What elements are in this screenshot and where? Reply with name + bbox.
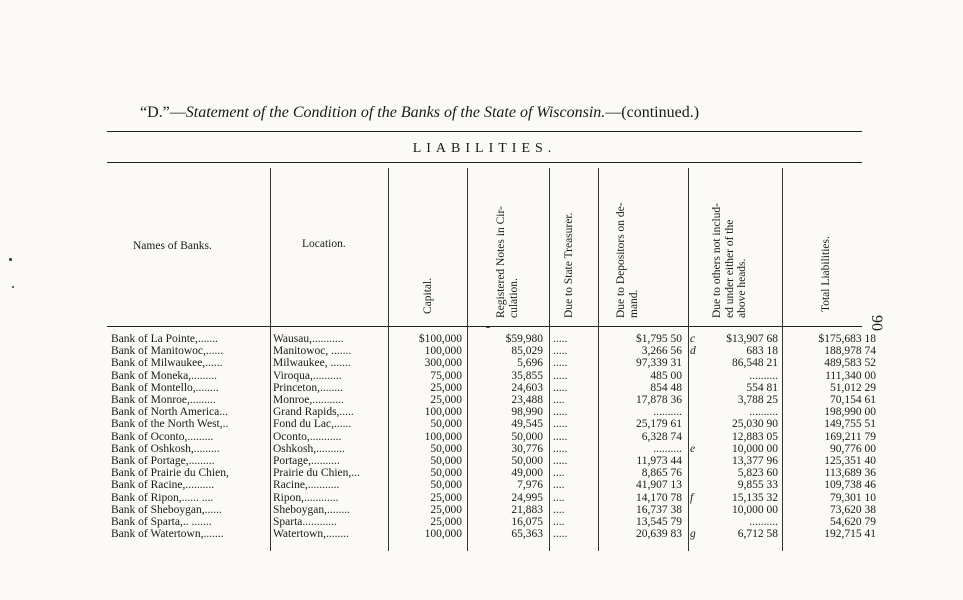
cell-notes: 49,000 <box>511 467 543 480</box>
cell-name: Bank of Monroe,......... <box>111 394 216 406</box>
cell-capital: 100,000 <box>424 430 462 443</box>
cell-location: Monroe,........... <box>273 394 344 406</box>
cell-location: Manitowoc, ....... <box>273 345 352 358</box>
cell-total: 188,978 74 <box>824 345 876 358</box>
cell-treasurer: ..... <box>553 430 568 443</box>
cell-total: 489,583 52 <box>824 357 876 370</box>
table-row <box>0 504 963 516</box>
cell-total: 125,351 40 <box>824 455 876 467</box>
cell-depositors: 8,865 76 <box>641 467 682 480</box>
cell-capital: 25,000 <box>430 381 462 394</box>
cell-location: Oconto,........... <box>273 430 342 443</box>
cell-depositors: .......... <box>653 406 682 419</box>
table-row <box>0 528 963 540</box>
table-row <box>0 431 963 443</box>
table-row <box>0 357 963 369</box>
cell-name: Bank of Oconto,......... <box>111 430 214 443</box>
table-row <box>0 370 963 382</box>
scan-speck <box>9 258 12 261</box>
cell-name: Bank of the North West,.. <box>111 418 229 431</box>
table-row <box>0 516 963 528</box>
cell-others: 3,788 25 <box>737 394 778 406</box>
cell-notes: 50,000 <box>511 455 543 467</box>
table-row <box>0 345 963 357</box>
cell-others: 86,548 21 <box>732 357 778 370</box>
cell-treasurer: ..... <box>553 455 568 467</box>
cell-notes: $59,980 <box>505 333 543 345</box>
cell-location: Ripon,............ <box>273 491 339 504</box>
cell-name: Bank of Prairie du Chien, <box>111 467 229 480</box>
cell-total: 54,620 79 <box>830 516 876 528</box>
cell-mark: e <box>690 442 696 455</box>
cell-name: Bank of Portage,......... <box>111 455 215 467</box>
cell-treasurer: ..... <box>553 369 568 382</box>
rule-under-section <box>107 162 862 163</box>
cell-depositors: .......... <box>653 442 682 455</box>
cell-name: Bank of Milwaukee,...... <box>111 357 223 370</box>
table-row <box>0 479 963 491</box>
scan-speck <box>486 327 490 328</box>
cell-total: 192,715 41 <box>824 528 876 541</box>
cell-capital: 25,000 <box>430 516 462 528</box>
cell-notes: 21,883 <box>511 503 543 516</box>
cell-others: 13,377 96 <box>732 455 778 467</box>
cell-capital: $100,000 <box>418 333 462 345</box>
cell-location: Sparta............ <box>273 516 337 528</box>
cell-others: 10,000 00 <box>732 503 778 516</box>
cell-location: Wausau,........... <box>273 333 344 345</box>
cell-name: Bank of Moneka,......... <box>111 369 218 382</box>
cell-others: 683 18 <box>746 345 778 358</box>
cell-notes: 50,000 <box>511 430 543 443</box>
cell-notes: 85,029 <box>511 345 543 358</box>
table-row <box>0 418 963 430</box>
cell-depositors: 13,545 79 <box>636 516 682 528</box>
cell-capital: 50,000 <box>430 479 462 492</box>
header-state-treasurer: Due to State Treasurer. <box>563 212 575 318</box>
cell-total: $175,683 18 <box>818 333 876 345</box>
scan-speck <box>12 286 14 288</box>
cell-treasurer: .... <box>553 503 565 516</box>
cell-notes: 35,855 <box>511 369 543 382</box>
table-row <box>0 455 963 467</box>
cell-notes: 98,990 <box>511 406 543 419</box>
cell-name: Bank of Racine,.......... <box>111 479 215 492</box>
cell-treasurer: .... <box>553 479 565 492</box>
cell-name: Bank of La Pointe,....... <box>111 333 218 345</box>
table-row <box>0 394 963 406</box>
section-title: LIABILITIES. <box>412 141 557 156</box>
cell-mark: d <box>690 345 696 358</box>
cell-others: $13,907 68 <box>726 333 778 345</box>
cell-location: Portage,.......... <box>273 455 340 467</box>
cell-depositors: 16,737 38 <box>636 503 682 516</box>
cell-depositors: 11,973 44 <box>636 455 682 467</box>
cell-depositors: 14,170 78 <box>636 491 682 504</box>
cell-location: Fond du Lac,...... <box>273 418 352 431</box>
cell-depositors: 25,179 61 <box>636 418 682 431</box>
cell-notes: 7,976 <box>517 479 543 492</box>
cell-capital: 100,000 <box>424 345 462 358</box>
header-registered-notes: Registered Notes in Cir- culation. <box>495 206 520 318</box>
cell-total: 113,689 36 <box>824 467 876 480</box>
cell-name: Bank of Oshkosh,......... <box>111 442 220 455</box>
cell-treasurer: ..... <box>553 357 568 370</box>
cell-depositors: 6,328 74 <box>641 430 682 443</box>
cell-notes: 30,776 <box>511 442 543 455</box>
cell-capital: 100,000 <box>424 528 462 541</box>
cell-depositors: $1,795 50 <box>636 333 682 345</box>
cell-depositors: 17,878 36 <box>636 394 682 406</box>
title-main: Statement of the Condition of the Banks of the State of Wisconsin. <box>185 104 606 121</box>
cell-location: Grand Rapids,..... <box>273 406 354 419</box>
header-due-to-others: Due to others not includ- ed under either of the above heads. <box>711 203 748 318</box>
cell-others: 25,030 90 <box>732 418 778 431</box>
cell-name: Bank of Ripon,...... .... <box>111 491 214 504</box>
cell-total: 111,340 00 <box>825 369 876 382</box>
title-suffix: —(continued.) <box>605 104 700 121</box>
header-total-liabilities: Total Liabilities. <box>820 236 832 312</box>
cell-depositors: 41,907 13 <box>636 479 682 492</box>
cell-capital: 300,000 <box>424 357 462 370</box>
cell-depositors: 485 00 <box>650 369 682 382</box>
cell-depositors: 97,339 31 <box>636 357 682 370</box>
cell-others: .......... <box>749 369 778 382</box>
header-bank-name: Names of Banks. <box>133 240 212 252</box>
cell-treasurer: .... <box>553 394 565 406</box>
cell-treasurer: .... <box>553 491 565 504</box>
cell-capital: 50,000 <box>430 455 462 467</box>
cell-total: 51,012 29 <box>830 381 876 394</box>
cell-total: 79,301 10 <box>830 491 876 504</box>
cell-name: Bank of Sheboygan,...... <box>111 503 222 516</box>
cell-notes: 24,603 <box>511 381 543 394</box>
cell-depositors: 20,639 83 <box>636 528 682 541</box>
cell-location: Sheboygan,........ <box>273 503 350 516</box>
cell-others: 10,000 00 <box>732 442 778 455</box>
cell-total: 169,211 79 <box>824 430 876 443</box>
cell-treasurer: ..... <box>553 442 568 455</box>
cell-mark: c <box>690 333 696 345</box>
cell-total: 109,738 46 <box>824 479 876 492</box>
rule-header-bottom <box>107 326 862 327</box>
cell-capital: 50,000 <box>430 467 462 480</box>
table-row <box>0 467 963 479</box>
table-row <box>0 492 963 504</box>
cell-location: Prairie du Chien,... <box>273 467 360 480</box>
table-row <box>0 443 963 455</box>
cell-capital: 25,000 <box>430 394 462 406</box>
cell-treasurer: .... <box>553 467 565 480</box>
cell-depositors: 3,266 56 <box>641 345 682 358</box>
cell-total: 73,620 38 <box>830 503 876 516</box>
header-depositors: Due to Depositors on de- mand. <box>615 202 640 318</box>
cell-capital: 75,000 <box>430 369 462 382</box>
cell-notes: 49,545 <box>511 418 543 431</box>
cell-mark: f <box>690 491 694 504</box>
table-row <box>0 382 963 394</box>
cell-location: Racine,........... <box>273 479 340 492</box>
cell-capital: 25,000 <box>430 503 462 516</box>
header-location: Location. <box>302 238 346 250</box>
cell-others: 5,823 60 <box>737 467 778 480</box>
cell-mark: g <box>690 528 696 541</box>
cell-notes: 23,488 <box>511 394 543 406</box>
cell-others: 554 81 <box>746 381 778 394</box>
cell-capital: 25,000 <box>430 491 462 504</box>
cell-name: Bank of Montello,........ <box>111 381 219 394</box>
cell-location: Oshkosh,.......... <box>273 442 345 455</box>
cell-total: 70,154 61 <box>830 394 876 406</box>
cell-treasurer: ..... <box>553 418 568 431</box>
cell-name: Bank of Manitowoc,...... <box>111 345 224 358</box>
cell-others: 9,855 33 <box>737 479 778 492</box>
page-number: 90 <box>868 315 885 331</box>
cell-others: .......... <box>749 406 778 419</box>
cell-others: 6,712 58 <box>737 528 778 541</box>
cell-depositors: 854 48 <box>650 381 682 394</box>
header-capital: Capital. <box>422 277 434 314</box>
table-row <box>0 406 963 418</box>
cell-total: 149,755 51 <box>824 418 876 431</box>
cell-treasurer: ..... <box>553 381 568 394</box>
cell-location: Viroqua,.......... <box>273 369 342 382</box>
cell-treasurer: .... <box>553 516 565 528</box>
cell-treasurer: ..... <box>553 333 568 345</box>
cell-others: .......... <box>749 516 778 528</box>
page-title <box>140 104 840 122</box>
title-label: “D.”— <box>140 104 186 121</box>
cell-total: 198,990 00 <box>824 406 876 419</box>
cell-name: Bank of North America... <box>111 406 228 419</box>
cell-notes: 24,995 <box>511 491 543 504</box>
rule-top <box>107 131 862 132</box>
cell-treasurer: ..... <box>553 528 568 541</box>
table-row <box>0 333 963 345</box>
cell-location: Princeton,........ <box>273 381 343 394</box>
cell-location: Milwaukee, ....... <box>273 357 351 370</box>
cell-location: Watertown,........ <box>273 528 350 541</box>
cell-treasurer: ..... <box>553 345 568 358</box>
cell-treasurer: ..... <box>553 406 568 419</box>
cell-others: 15,135 32 <box>732 491 778 504</box>
cell-total: 90,776 00 <box>830 442 876 455</box>
cell-name: Bank of Watertown,....... <box>111 528 224 541</box>
cell-capital: 50,000 <box>430 418 462 431</box>
cell-others: 12,883 05 <box>732 430 778 443</box>
cell-notes: 5,696 <box>517 357 543 370</box>
cell-capital: 50,000 <box>430 442 462 455</box>
cell-notes: 16,075 <box>511 516 543 528</box>
cell-capital: 100,000 <box>424 406 462 419</box>
cell-name: Bank of Sparta,.. ....... <box>111 516 212 528</box>
cell-notes: 65,363 <box>511 528 543 541</box>
